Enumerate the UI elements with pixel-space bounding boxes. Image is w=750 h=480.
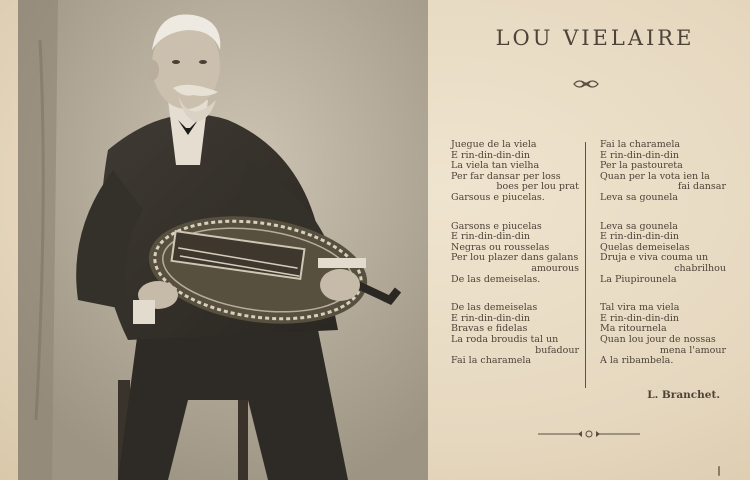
verse-line: Fai la charamela bbox=[451, 355, 532, 367]
verse-line: De las demeiselas. bbox=[451, 273, 541, 285]
poem-left-column bbox=[451, 140, 579, 385]
author-signature: L. Branchet. bbox=[647, 389, 720, 401]
column-divider bbox=[585, 142, 586, 388]
verse-line: Leva sa gounela bbox=[600, 220, 678, 232]
verse-line: mena l'amour bbox=[659, 344, 726, 356]
verse-line: Per lou plazer dans galans bbox=[451, 252, 579, 264]
verse-line: Ma ritournela bbox=[600, 323, 667, 335]
stanza bbox=[451, 222, 579, 286]
stanza bbox=[451, 303, 579, 367]
verse-line: E rin-din-din-din bbox=[451, 231, 530, 243]
stanza bbox=[600, 303, 726, 367]
poem-right-column bbox=[600, 140, 726, 385]
verse-line: Quan lou jour de nossas bbox=[600, 333, 716, 345]
portrait-photo bbox=[18, 0, 428, 480]
verse-line: E rin-din-din-din bbox=[600, 231, 679, 243]
verse-line: Quelas demeiselas bbox=[600, 241, 690, 253]
verse-line: amourous bbox=[531, 262, 579, 274]
verse-line: Leva sa gounela bbox=[600, 191, 678, 203]
stanza bbox=[600, 140, 726, 204]
stanza bbox=[451, 140, 579, 204]
footer-ornament-icon bbox=[538, 428, 640, 440]
verse-line: E rin-din-din-din bbox=[451, 149, 530, 161]
hurdy-gurdy-player-image bbox=[18, 0, 428, 480]
verse-line: Fai la charamela bbox=[600, 139, 681, 150]
verse-line: La viela tan vielha bbox=[451, 160, 540, 172]
verse-line: boes per lou prat bbox=[496, 181, 579, 193]
verse-line: Garsons e piucelas bbox=[451, 220, 542, 232]
verse-line: De las demeiselas bbox=[451, 302, 538, 314]
verse-line: E rin-din-din-din bbox=[600, 149, 679, 161]
verse-line: Druja e viva couma un bbox=[600, 252, 709, 264]
verse-line: fai dansar bbox=[677, 181, 726, 193]
verse-line: Garsous e piucelas. bbox=[451, 191, 545, 203]
verse-line: Quan per la vota ien la bbox=[600, 170, 710, 182]
verse-line: bufadour bbox=[535, 344, 579, 356]
verse-line: La roda broudis tal un bbox=[451, 333, 559, 345]
poem-title: LOU VIELAIRE bbox=[495, 26, 695, 50]
verse-line: Tal vira ma viela bbox=[600, 302, 680, 314]
paper-speck bbox=[718, 466, 720, 476]
floral-ornament-icon bbox=[572, 77, 600, 91]
verse-line: Bravas e fidelas bbox=[451, 323, 528, 335]
verse-line: Per far dansar per loss bbox=[451, 170, 561, 182]
verse-line: Juegue de la viela bbox=[451, 139, 537, 150]
verse-line: E rin-din-din-din bbox=[451, 312, 530, 324]
verse-line: chabrilhou bbox=[674, 262, 726, 274]
verse-line: E rin-din-din-din bbox=[600, 312, 679, 324]
verse-line: Negras ou rousselas bbox=[451, 241, 550, 253]
verse-line: La Piupirounela bbox=[600, 273, 677, 285]
verse-line: Per la pastoureta bbox=[600, 160, 683, 172]
stanza bbox=[600, 222, 726, 286]
verse-line: A la ribambela. bbox=[600, 355, 674, 367]
